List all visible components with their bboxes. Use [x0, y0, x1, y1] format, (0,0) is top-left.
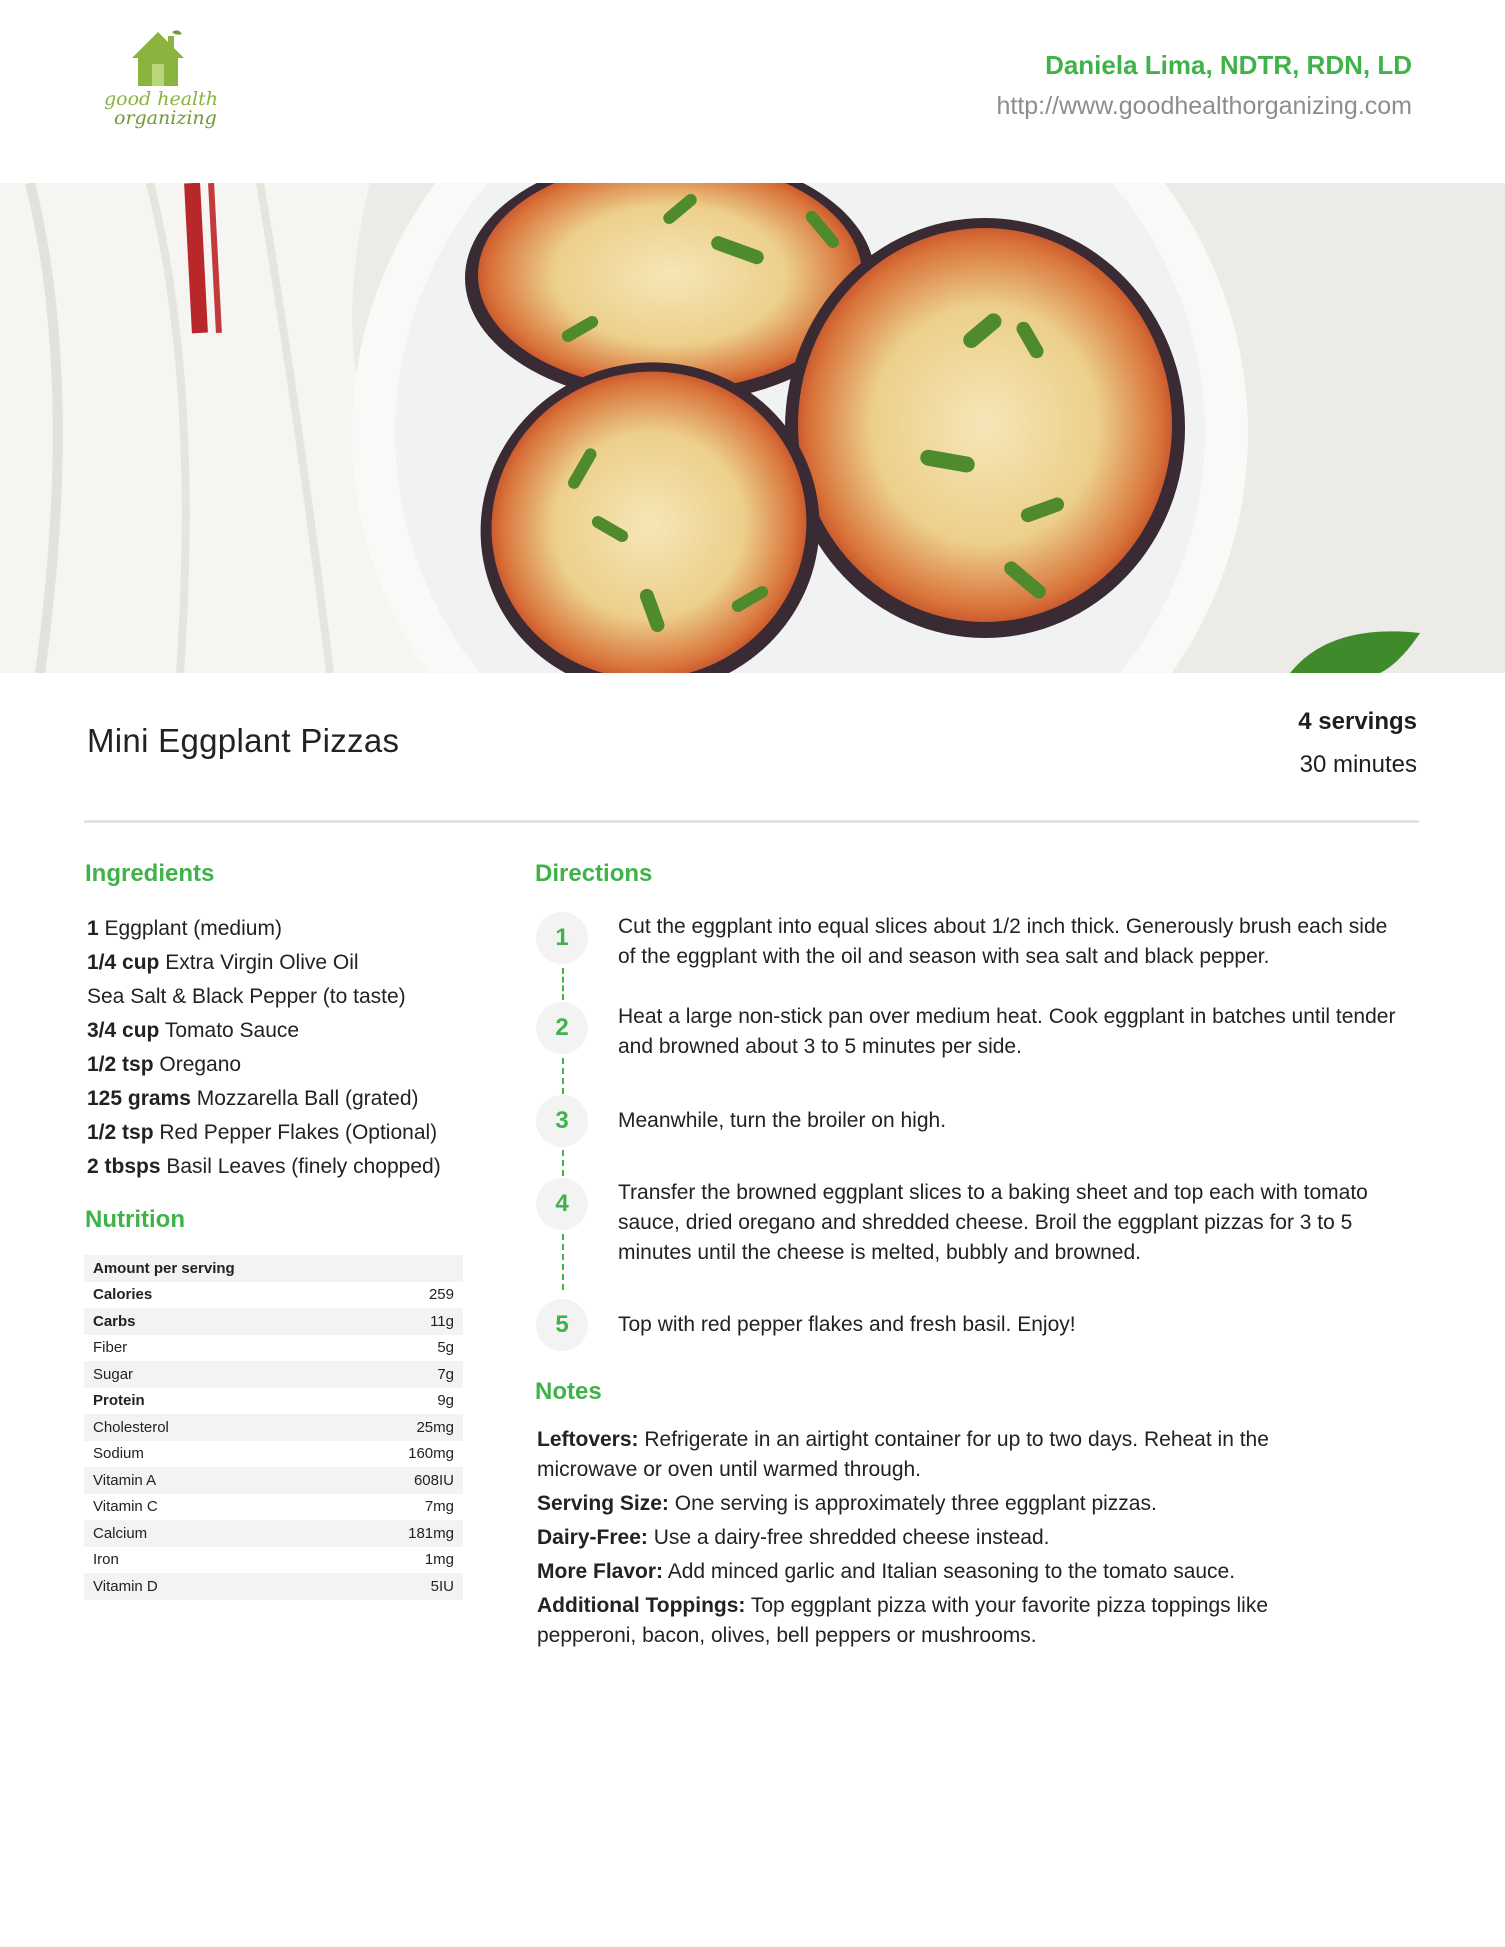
cook-time: 30 minutes	[1299, 751, 1417, 778]
table-row: Calories 259	[93, 1286, 454, 1304]
hero-photo	[0, 183, 1505, 673]
step-text: Heat a large non-stick pan over medium heat. Cook eggplant in batches until tender and browned about 3 to 5 minutes per side.	[618, 1005, 1396, 1058]
table-row: Sodium 160mg	[93, 1445, 454, 1463]
table-row: Iron 1mg	[93, 1551, 454, 1569]
website-link[interactable]: http://www.goodhealthorganizing.com	[996, 92, 1412, 120]
note-item: Serving Size: One serving is approximately three eggplant pizzas.	[537, 1492, 1157, 1515]
logo-line-2: organizing	[114, 107, 217, 129]
servings: 4 servings	[1298, 708, 1417, 735]
nutrition-table	[84, 1255, 463, 1600]
table-row: Vitamin D 5IU	[84, 1573, 463, 1600]
ingredient-item: 1/2 tsp Oregano	[87, 1053, 242, 1076]
step-connector	[562, 1058, 564, 1094]
house-icon	[128, 28, 188, 90]
table-row: Vitamin C 7mg	[93, 1498, 454, 1516]
logo-text	[104, 90, 218, 128]
note-item: Dairy-Free: Use a dairy-free shredded cheese instead.	[537, 1526, 1050, 1549]
recipe-title: Mini Eggplant Pizzas	[87, 722, 400, 759]
ingredient-item: 125 grams Mozzarella Ball (grated)	[87, 1087, 419, 1110]
logo-line-1: good health	[104, 88, 218, 110]
note-item: More Flavor: Add minced garlic and Italian seasoning to the tomato sauce.	[537, 1560, 1236, 1583]
table-row: Calcium 181mg	[84, 1520, 463, 1547]
author-name: Daniela Lima, NDTR, RDN, LD	[1045, 50, 1412, 80]
step-number: 4	[536, 1178, 588, 1230]
ingredient-item: 2 tbsps Basil Leaves (finely chopped)	[87, 1155, 441, 1178]
directions-heading: Directions	[535, 860, 653, 887]
step-text: Meanwhile, turn the broiler on high.	[618, 1109, 947, 1132]
table-row: Fiber 5g	[93, 1339, 454, 1357]
ingredient-item: 3/4 cup Tomato Sauce	[87, 1019, 300, 1042]
step-text: Top with red pepper flakes and fresh basil. Enjoy!	[618, 1313, 1076, 1336]
step-connector	[562, 968, 564, 1000]
step-number: 2	[536, 1002, 588, 1054]
ingredients-heading: Ingredients	[85, 860, 215, 887]
table-row: Amount per serving	[84, 1255, 463, 1282]
step-connector	[562, 1150, 564, 1176]
table-row: Carbs 11g	[84, 1308, 463, 1335]
table-row: Vitamin A 608IU	[84, 1467, 463, 1494]
ingredients-list	[87, 912, 487, 1184]
note-item: Additional Toppings: Top eggplant pizza with your favorite pizza toppings like pepperoni, bacon, olives, bell peppers or mushrooms.	[537, 1594, 1268, 1647]
ingredient-item: 1/4 cup Extra Virgin Olive Oil	[87, 951, 359, 974]
table-row: Cholesterol 25mg	[84, 1414, 463, 1441]
notes-heading: Notes	[535, 1378, 602, 1405]
divider	[84, 820, 1419, 823]
step-number: 3	[536, 1095, 588, 1147]
note-item: Leftovers: Refrigerate in an airtight container for up to two days. Reheat in the microwave or oven until warmed through.	[537, 1428, 1269, 1481]
ingredient-item: 1/2 tsp Red Pepper Flakes (Optional)	[87, 1121, 438, 1144]
ingredient-item: 1 Eggplant (medium)	[87, 917, 282, 940]
step-connector	[562, 1234, 564, 1290]
table-row: Sugar 7g	[84, 1361, 463, 1388]
step-text: Transfer the browned eggplant slices to a baking sheet and top each with tomato sauce, dried oregano and shredded cheese. Broil the eggplant pizzas for 3 to 5 minutes until the cheese is melted, bubbly and browned.	[618, 1181, 1368, 1264]
brand-logo	[92, 28, 224, 140]
table-row: Protein 9g	[93, 1392, 454, 1410]
step-number: 5	[536, 1299, 588, 1351]
notes-list	[537, 1425, 1337, 1655]
step-number: 1	[536, 912, 588, 964]
step-text: Cut the eggplant into equal slices about 1/2 inch thick. Generously brush each side of the eggplant with the oil and season with sea salt and black pepper.	[618, 915, 1388, 968]
nutrition-heading: Nutrition	[85, 1206, 185, 1233]
ingredient-item: Sea Salt & Black Pepper (to taste)	[87, 985, 406, 1008]
